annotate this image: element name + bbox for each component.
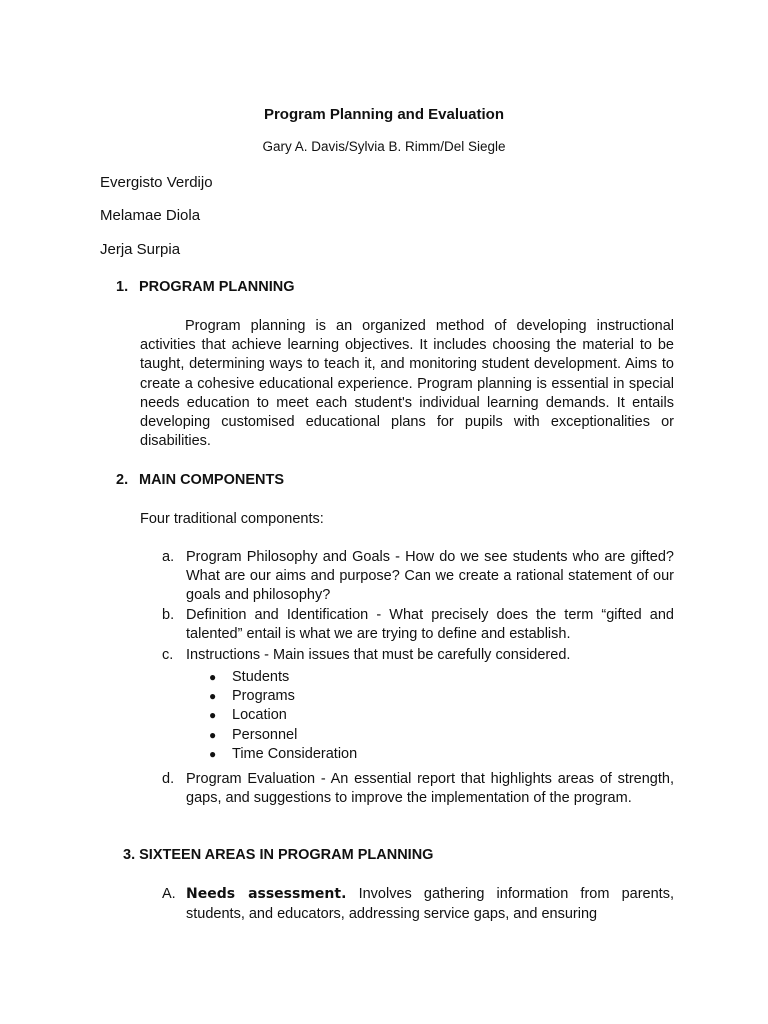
author-name: Evergisto Verdijo xyxy=(100,174,213,191)
list-item xyxy=(162,606,674,644)
list-item-label: A. xyxy=(162,886,176,902)
list-item xyxy=(162,885,674,924)
list-item-label: d. xyxy=(162,771,175,787)
bullet-item xyxy=(209,669,289,685)
list-item-text: Definition and Identification - What precisely does the term “gifted and talented” entail is what we are trying to define and establish. xyxy=(186,607,674,643)
bullet-text: Students xyxy=(232,669,290,685)
section-heading-text: PROGRAM PLANNING xyxy=(139,279,295,295)
paragraph-text: Program planning is an organized method of developing instructional activities that achieve learning objectives. It includes choosing the material to be taught, determining ways to teach it, and monitoring student development. Aims to create a cohesive educational experience. Program planning is essential in special needs education to meet each student's individual learning demands. It entails developing customised educational plans for pupils with exceptionalities or disabilities. xyxy=(140,318,674,450)
list-item xyxy=(162,548,674,606)
bullet-text: Location xyxy=(232,707,287,723)
bullet-icon: ● xyxy=(209,747,217,761)
bullet-icon: ● xyxy=(209,670,217,684)
section-heading xyxy=(116,279,294,295)
bullet-text: Time Consideration xyxy=(232,746,358,762)
section-number: 1. xyxy=(116,279,129,295)
list-item-label: a. xyxy=(162,549,175,565)
components-intro: Four traditional components: xyxy=(140,511,324,527)
list-item-bold-text: Needs assessment. xyxy=(186,886,347,902)
section-heading-text: MAIN COMPONENTS xyxy=(139,472,284,488)
document-subtitle: Gary A. Davis/Sylvia B. Rimm/Del Siegle xyxy=(262,139,506,154)
list-item xyxy=(162,646,674,665)
list-item-text: Program Philosophy and Goals - How do we see students who are gifted? What are our aims and purpose? Can we create a rational statement of our goals and philosophy? xyxy=(186,549,674,604)
bullet-icon: ● xyxy=(209,708,217,722)
list-item-text: Program Evaluation - An essential report that highlights areas of strength, gaps, and suggestions to improve the implementation of the program. xyxy=(186,771,674,807)
list-item-text: Instructions - Main issues that must be carefully considered. xyxy=(186,647,571,663)
bullet-text: Personnel xyxy=(232,727,298,743)
list-item-text xyxy=(186,885,674,924)
list-item-label: b. xyxy=(162,607,175,623)
author-name: Jerja Surpia xyxy=(100,241,181,258)
bullet-icon: ● xyxy=(209,689,217,703)
bullet-text: Programs xyxy=(232,688,295,704)
list-item xyxy=(162,770,674,808)
author-name: Melamae Diola xyxy=(100,207,201,224)
section-paragraph xyxy=(140,317,674,451)
bullet-item xyxy=(209,688,295,704)
list-item-label: c. xyxy=(162,647,174,663)
bullet-item xyxy=(209,746,357,762)
list-item-body-text: Involves gathering information from parents, students, and educators, addressing service gaps, and ensuring xyxy=(186,886,674,922)
bullet-item xyxy=(209,707,287,723)
section-number: 2. xyxy=(116,472,129,488)
section-heading xyxy=(116,472,284,488)
document-title: Program Planning and Evaluation xyxy=(263,106,505,123)
bullet-icon: ● xyxy=(209,728,217,742)
section-heading: 3. SIXTEEN AREAS IN PROGRAM PLANNING xyxy=(123,847,434,863)
bullet-item xyxy=(209,727,297,743)
